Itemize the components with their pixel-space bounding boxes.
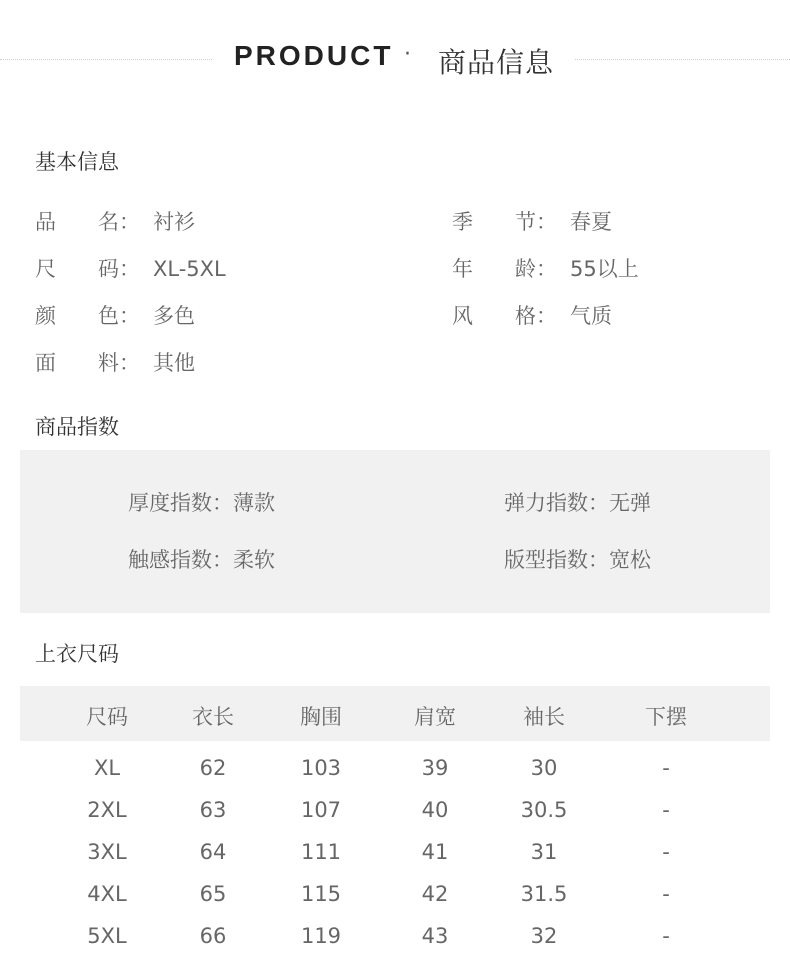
size-table-col-header: 衣长 — [192, 705, 234, 729]
size-table-cell: 2XL — [87, 798, 127, 822]
size-table-col-header: 胸围 — [300, 705, 342, 729]
size-table-col-header: 尺码 — [86, 705, 128, 729]
info-name — [35, 206, 195, 236]
index-value: 柔软 — [233, 548, 275, 572]
info-season — [452, 206, 612, 236]
info-label: 风 格： — [452, 304, 557, 328]
size-table-cell: 40 — [421, 798, 449, 822]
size-table-cell: 115 — [300, 882, 342, 906]
size-table-col-header: 下摆 — [645, 705, 687, 729]
size-table-cell: 42 — [421, 882, 449, 906]
info-label: 颜 色： — [35, 304, 140, 328]
size-table-cell: 3XL — [87, 840, 127, 864]
header-divider-right — [575, 59, 790, 60]
size-table-cell: 111 — [300, 840, 342, 864]
info-label: 品 名： — [35, 210, 140, 234]
index-value: 薄款 — [233, 491, 275, 515]
size-table-cell: 63 — [199, 798, 227, 822]
index-label: 弹力指数： — [504, 491, 609, 515]
info-value: 55以上 — [570, 257, 639, 281]
info-fabric — [35, 347, 195, 377]
info-value: XL-5XL — [153, 257, 226, 281]
size-table-cell: 62 — [199, 756, 227, 780]
size-table-col-header: 袖长 — [523, 705, 565, 729]
size-table-cell: 119 — [300, 924, 342, 948]
size-table-cell: 4XL — [87, 882, 127, 906]
info-style — [452, 300, 612, 330]
size-table-cell: - — [662, 798, 670, 822]
index-fit — [504, 544, 651, 574]
size-table-cell: 66 — [199, 924, 227, 948]
info-value: 衬衫 — [153, 210, 195, 234]
header-title-en: PRODUCT — [234, 40, 394, 71]
size-table-cell: 31 — [530, 840, 558, 864]
index-value: 无弹 — [609, 491, 651, 515]
size-table-cell: XL — [93, 756, 121, 780]
index-thickness — [128, 487, 275, 517]
size-table-cell: - — [662, 924, 670, 948]
size-table-cell: 30 — [530, 756, 558, 780]
size-table-cell: 43 — [421, 924, 449, 948]
size-table-cell: - — [662, 840, 670, 864]
size-table-cell: - — [662, 882, 670, 906]
info-label: 面 料： — [35, 351, 140, 375]
size-table-cell: - — [662, 756, 670, 780]
info-color — [35, 300, 195, 330]
size-table-cell: 65 — [199, 882, 227, 906]
info-value: 气质 — [570, 304, 612, 328]
size-table-col-header: 肩宽 — [414, 705, 456, 729]
size-table-cell: 30.5 — [520, 798, 568, 822]
header-divider-left — [0, 59, 212, 60]
size-table-cell: 107 — [300, 798, 342, 822]
info-label: 年 龄： — [452, 257, 557, 281]
info-label: 季 节： — [452, 210, 557, 234]
basic-info-title: 基本信息 — [35, 150, 119, 174]
info-value: 其他 — [153, 351, 195, 375]
info-label: 尺 码： — [35, 257, 140, 281]
size-table-cell: 32 — [530, 924, 558, 948]
header-separator: · — [404, 42, 411, 67]
index-label: 版型指数： — [504, 548, 609, 572]
info-size — [35, 253, 226, 283]
index-label: 触感指数： — [128, 548, 233, 572]
index-touch — [128, 544, 275, 574]
product-index-panel — [20, 450, 770, 613]
index-label: 厚度指数： — [128, 491, 233, 515]
header-title-cn: 商品信息 — [438, 46, 555, 79]
size-table-cell: 39 — [421, 756, 449, 780]
index-value: 宽松 — [609, 548, 651, 572]
index-elasticity — [504, 487, 651, 517]
product-index-title: 商品指数 — [35, 415, 119, 439]
size-table-cell: 103 — [300, 756, 342, 780]
size-table-cell: 31.5 — [520, 882, 568, 906]
info-value: 多色 — [153, 304, 195, 328]
size-table-cell: 41 — [421, 840, 449, 864]
info-value: 春夏 — [570, 210, 612, 234]
info-age — [452, 253, 639, 283]
size-chart-title: 上衣尺码 — [35, 642, 119, 666]
size-table-cell: 64 — [199, 840, 227, 864]
size-table-cell: 5XL — [87, 924, 127, 948]
